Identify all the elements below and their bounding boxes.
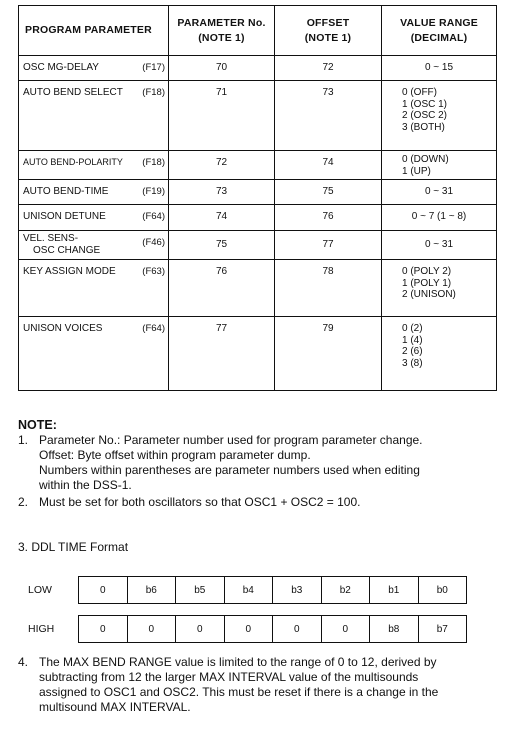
header-range-line2: (DECIMAL) xyxy=(410,31,468,44)
table-row xyxy=(19,205,497,231)
param-code: (F64) xyxy=(142,211,165,222)
table-row xyxy=(19,260,497,317)
note-line: Must be set for both oscillators so that OSC1 + OSC2 = 100. xyxy=(39,495,361,509)
param-name: UNISON DETUNE xyxy=(23,211,106,222)
param-name: KEY ASSIGN MODE xyxy=(23,266,116,277)
ddl-time-format-table xyxy=(20,576,467,643)
ddl-bit-cell: 0 xyxy=(321,616,370,643)
param-name-line2: OSC CHANGE xyxy=(33,244,101,256)
param-number: 73 xyxy=(169,180,275,205)
header-offset xyxy=(275,6,382,56)
table-row xyxy=(19,81,497,151)
ddl-bit-cell: 0 xyxy=(79,577,128,604)
param-offset: 74 xyxy=(275,151,382,180)
header-program-parameter: PROGRAM PARAMETER xyxy=(19,6,169,56)
param-name-cell xyxy=(19,317,169,391)
range-value: 0 (2) xyxy=(402,323,423,334)
range-value: 3 (BOTH) xyxy=(402,121,445,133)
table-header-row xyxy=(19,6,497,56)
note-line: Numbers within parentheses are parameter numbers used when editing xyxy=(39,463,420,477)
table-row xyxy=(19,151,497,180)
note-line: subtracting from 12 the larger MAX INTERVAL value of the multisounds xyxy=(39,670,419,684)
note-item-4 xyxy=(18,655,500,715)
ddl-bit-cell: b7 xyxy=(418,616,467,643)
header-offset-line1: OFFSET xyxy=(306,16,350,29)
param-offset: 78 xyxy=(275,260,382,317)
param-name-cell xyxy=(19,151,169,180)
param-code: (F63) xyxy=(142,266,165,277)
header-offset-line2: (NOTE 1) xyxy=(304,31,352,44)
param-range: 0 ~ 31 xyxy=(382,180,497,205)
range-value: 0 (OFF) xyxy=(402,87,437,98)
ddl-bit-cell: b4 xyxy=(224,577,273,604)
note-number: 1. xyxy=(18,433,29,447)
table-row xyxy=(19,180,497,205)
param-number: 76 xyxy=(169,260,275,317)
param-name: AUTO BEND-TIME xyxy=(23,186,109,197)
param-code: (F19) xyxy=(142,186,165,197)
ddl-bit-cell: b2 xyxy=(321,577,370,604)
param-number: 70 xyxy=(169,56,275,81)
range-value: 2 (UNISON) xyxy=(402,289,456,300)
param-range xyxy=(382,260,497,317)
param-number: 72 xyxy=(169,151,275,180)
range-value: 0 (DOWN) xyxy=(402,154,449,165)
param-offset: 73 xyxy=(275,81,382,151)
param-number: 75 xyxy=(169,231,275,260)
param-number: 71 xyxy=(169,81,275,151)
ddl-bit-cell: 0 xyxy=(273,616,322,643)
ddl-bit-cell: b3 xyxy=(273,577,322,604)
param-name-cell xyxy=(19,260,169,317)
ddl-low-label: LOW xyxy=(28,584,52,596)
ddl-bit-cell: b6 xyxy=(127,577,176,604)
range-value: 1 (UP) xyxy=(402,165,431,177)
param-name: UNISON VOICES xyxy=(23,323,103,334)
table-row xyxy=(19,317,497,391)
param-name-cell xyxy=(19,81,169,151)
ddl-bit-cell: b0 xyxy=(418,577,467,604)
note-line: within the DSS-1. xyxy=(39,478,132,492)
range-value: 2 (6) xyxy=(402,346,423,357)
note-line: Offset: Byte offset within program parameter dump. xyxy=(39,448,311,462)
ddl-bit-cell: b8 xyxy=(370,616,419,643)
param-name-cell xyxy=(19,231,169,260)
table-row xyxy=(19,231,497,260)
ddl-time-title: 3. DDL TIME Format xyxy=(18,540,129,554)
ddl-low-row xyxy=(20,577,467,604)
param-code: (F17) xyxy=(142,62,165,73)
range-value: 1 (4) xyxy=(402,334,423,346)
param-name-cell xyxy=(19,56,169,81)
note-line: assigned to OSC1 and OSC2. This must be reset if there is a change in the xyxy=(39,685,439,699)
param-range: 0 ~ 15 xyxy=(382,56,497,81)
note-line: The MAX BEND RANGE value is limited to the range of 0 to 12, derived by xyxy=(39,655,437,669)
ddl-bit-cell: 0 xyxy=(176,616,225,643)
param-code: (F64) xyxy=(142,323,165,334)
notes-heading: NOTE: xyxy=(18,418,57,432)
header-parameter-number xyxy=(169,6,275,56)
range-value: 2 (OSC 2) xyxy=(402,110,448,121)
header-range-line1: VALUE RANGE xyxy=(400,16,478,29)
header-number-line2: (NOTE 1) xyxy=(198,31,245,44)
param-code: (F18) xyxy=(142,87,165,98)
note-item-1 xyxy=(18,433,498,493)
ddl-high-row xyxy=(20,616,467,643)
param-name-cell xyxy=(19,180,169,205)
ddl-bit-cell: b5 xyxy=(176,577,225,604)
note-number: 2. xyxy=(18,495,29,509)
param-name: AUTO BEND-POLARITY xyxy=(23,157,123,167)
param-code: (F46) xyxy=(142,237,165,248)
program-parameter-table xyxy=(18,5,497,391)
ddl-bit-cell: b1 xyxy=(370,577,419,604)
param-number: 77 xyxy=(169,317,275,391)
param-range xyxy=(382,317,497,391)
note-item-2 xyxy=(18,495,498,510)
header-number-line1: PARAMETER No. xyxy=(177,16,266,29)
note-line: Parameter No.: Parameter number used for program parameter change. xyxy=(39,433,423,447)
ddl-high-label: HIGH xyxy=(28,623,55,635)
param-offset: 75 xyxy=(275,180,382,205)
range-value: 1 (POLY 1) xyxy=(402,277,452,289)
header-value-range xyxy=(382,6,497,56)
param-range: 0 ~ 31 xyxy=(382,231,497,260)
table-row xyxy=(19,56,497,81)
note-line: multisound MAX INTERVAL. xyxy=(39,700,191,714)
param-range xyxy=(382,81,497,151)
range-value: 3 (8) xyxy=(402,357,423,369)
param-offset: 79 xyxy=(275,317,382,391)
param-name: AUTO BEND SELECT xyxy=(23,87,123,98)
ddl-bit-cell: 0 xyxy=(224,616,273,643)
param-name: OSC MG-DELAY xyxy=(23,62,99,73)
notes-section xyxy=(18,418,498,510)
note-number: 4. xyxy=(18,655,29,669)
param-code: (F18) xyxy=(142,157,165,168)
param-number: 74 xyxy=(169,205,275,231)
ddl-bit-cell: 0 xyxy=(127,616,176,643)
param-range: 0 ~ 7 (1 ~ 8) xyxy=(382,205,497,231)
ddl-bit-cell: 0 xyxy=(79,616,128,643)
param-name-cell xyxy=(19,205,169,231)
param-offset: 72 xyxy=(275,56,382,81)
param-offset: 76 xyxy=(275,205,382,231)
param-name-line1: VEL. SENS- xyxy=(23,233,79,244)
range-value: 1 (OSC 1) xyxy=(402,98,448,110)
range-value: 0 (POLY 2) xyxy=(402,266,452,277)
param-range xyxy=(382,151,497,180)
param-offset: 77 xyxy=(275,231,382,260)
